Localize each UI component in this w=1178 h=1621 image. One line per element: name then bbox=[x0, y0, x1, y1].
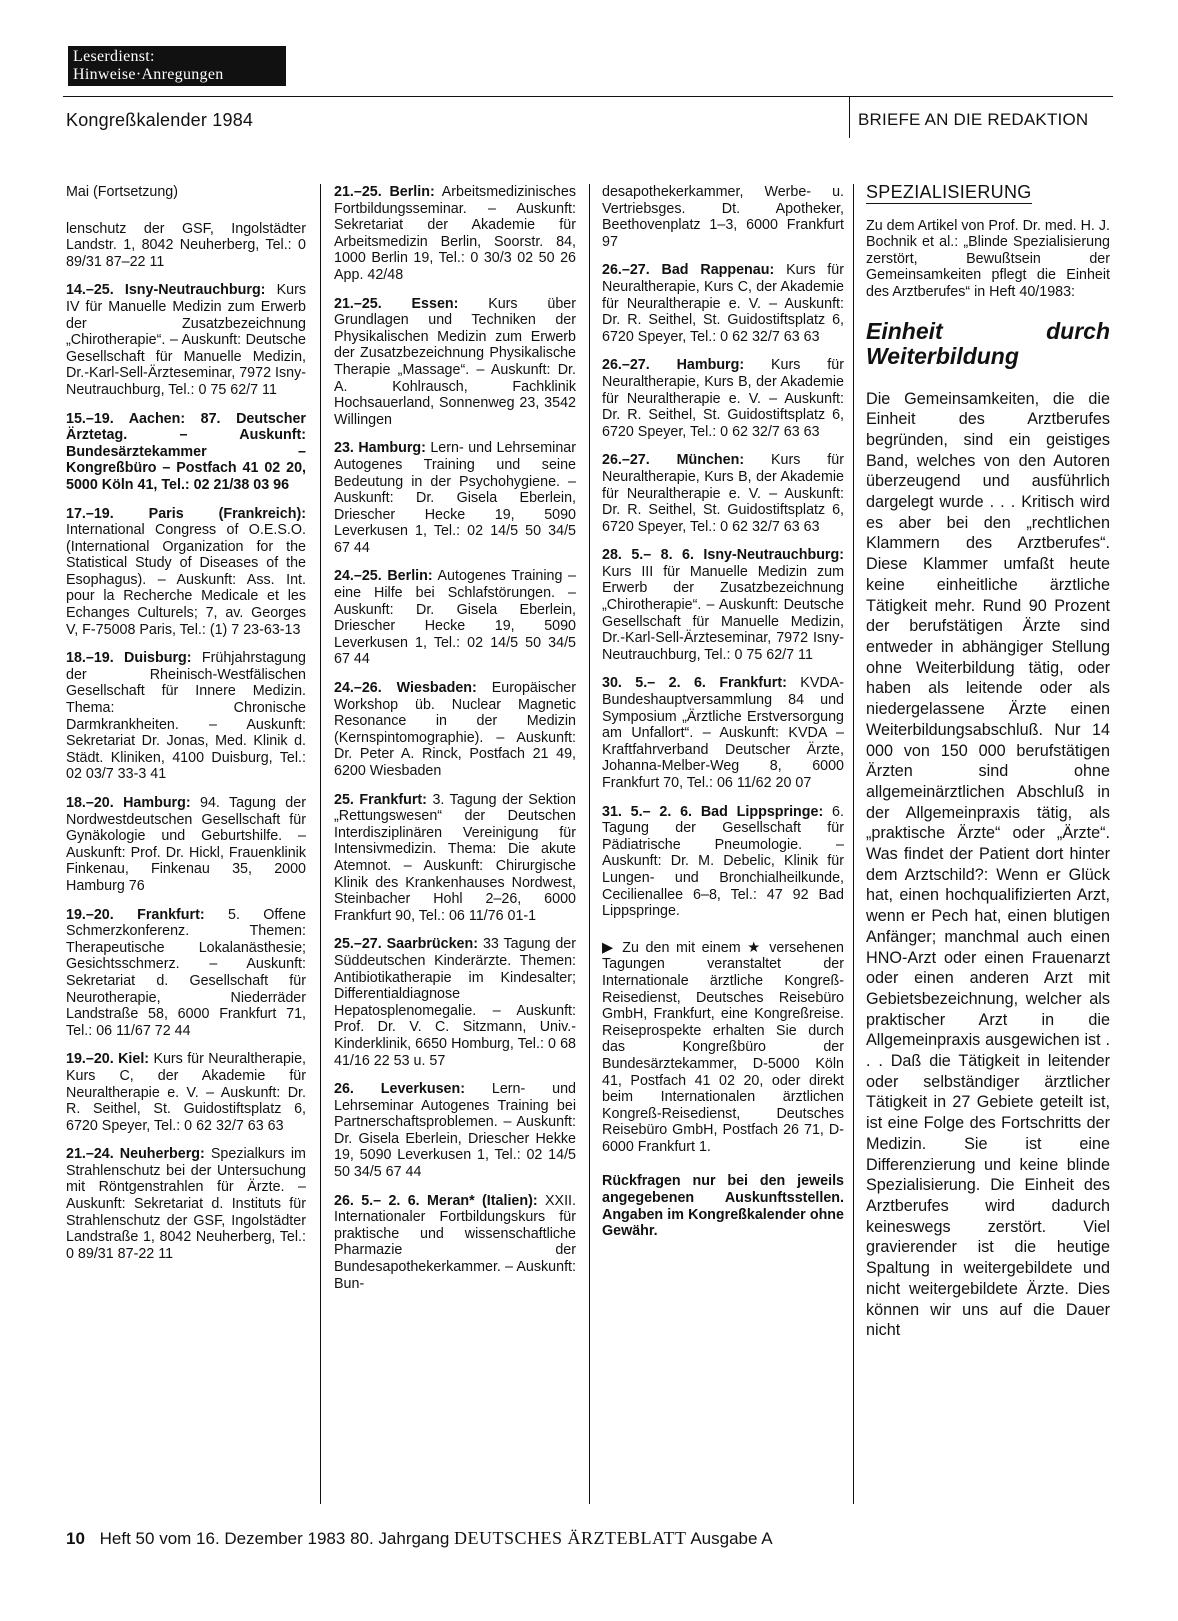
column-divider bbox=[589, 184, 590, 1504]
badge-line-2: Hinweise·Anregungen bbox=[73, 66, 224, 83]
column-divider bbox=[853, 184, 854, 1504]
calendar-entry: 26.–27. Bad Rappenau: Kurs für Neuraltherapie, Kurs C, der Akademie für Neuraltherapie e. V. – Auskunft: Dr. R. Seithel, St. Guidostiftsplatz 6, 6720 Speyer, Tel.: 0 62 32/7 63 63 bbox=[602, 262, 844, 345]
column-divider bbox=[320, 184, 321, 1504]
calendar-entry: 25. Frankfurt: 3. Tagung der Sektion „Rettungswesen“ der Deutschen Interdisziplinären Vereinigung für Intensivmedizin. Thema: Die akute Atemnot. – Auskunft: Chirurgische Klinik des Krankenhauses Nordwest, Steinbacher Hohl 2–26, 6000 Frankfurt 90, Tel.: 06 11/76 01-1 bbox=[334, 791, 576, 924]
disclaimer: Rückfragen nur bei den jeweils angegebenen Auskunftsstellen. Angaben im Kongreßkalender ohne Gewähr. bbox=[602, 1173, 844, 1240]
column-2 bbox=[334, 184, 576, 1304]
calendar-entry: 26.–27. Hamburg: Kurs für Neuraltherapie, Kurs B, der Akademie für Neuraltherapie e. V. – Auskunft: Dr. R. Seithel, St. Guidostiftsplatz 6, 6720 Speyer, Tel.: 0 62 32/7 63 63 bbox=[602, 357, 844, 440]
calendar-entry: 21.–24. Neuherberg: Spezialkurs im Strahlenschutz bei der Untersuchung mit Röntgenstrahlen für Ärzte. – Auskunft: Sekretariat d. Instituts für Strahlenschutz der GSF, Ingolstädter Landstraße 1, 8042 Neuherberg, Tel.: 0 89/31 87-22 11 bbox=[66, 1146, 306, 1262]
calendar-entry: 26. Leverkusen: Lern- und Lehrseminar Autogenes Training bei Partnerschaftsproblemen. – Auskunft: Dr. Gisela Eberlein, Driescher Hekke 19, 5090 Leverkusen 1, Tel.: 02 14/5 50 34/5 67 44 bbox=[334, 1081, 576, 1181]
calendar-entry: 28. 5.– 8. 6. Isny-Neutrauchburg: Kurs III für Manuelle Medizin zum Erwerb der Zusatzbezeichnung „Chirotherapie“. – Auskunft: Deutsche Gesellschaft für Manuelle Medizin, Dr.-Karl-Sell-Ärzteseminar, 7972 Isny-Neutrauchburg, Tel.: 0 75 62/7 11 bbox=[602, 547, 844, 663]
edition: Ausgabe A bbox=[690, 1529, 773, 1548]
calendar-entry: 23. Hamburg: Lern- und Lehrseminar Autogenes Training und seine Bedeutung in der Psychohygiene. – Auskunft: Dr. Gisela Eberlein, Driescher Hecke 19, 5090 Leverkusen 1, Tel.: 02 14/5 50 34/5 67 44 bbox=[334, 440, 576, 556]
top-rule bbox=[63, 96, 1113, 97]
calendar-entry: 26.–27. München: Kurs für Neuraltherapie, Kurs B, der Akademie für Neuraltherapie e. V. – Auskunft: Dr. R. Seithel, St. Guidostiftsplatz 6, 6720 Speyer, Tel.: 0 62 32/7 63 63 bbox=[602, 452, 844, 535]
column-4 bbox=[866, 184, 1110, 1341]
entry-continuation: lenschutz der GSF, Ingolstädter Landstr. 1, 8042 Neuherberg, Tel.: 0 89/31 87–22 11 bbox=[66, 220, 306, 270]
header-divider bbox=[849, 96, 850, 138]
calendar-entry: 15.–19. Aachen: 87. Deutscher Ärztetag. – Auskunft: Bundesärztekammer – Kongreßbüro – Postfach 41 02 20, 5000 Köln 41, Tel.: 02 21/38 03 96 bbox=[66, 410, 306, 493]
travel-note: ▶ Zu den mit einem ★ versehenen Tagungen veranstaltet der Internationale ärztliche Kongreß-Reisedienst, Deutsches Reisebüro GmbH, Frankfurt, eine Kongreßreise. Reiseprospekte erhalten Sie durch das Kongreßbüro der Bundesärztekammer, D-5000 Köln 41, Postfach 41 02 20, oder direkt beim Internationalen ärztlichen Kongreß-Reisedienst, Deutsches Reisebüro GmbH, Postfach 26 71, D-6000 Frankfurt 1. bbox=[602, 939, 844, 1155]
masthead: DEUTSCHES ÄRZTEBLATT bbox=[454, 1528, 687, 1548]
column-1 bbox=[66, 184, 306, 1274]
calendar-entry: 18.–20. Hamburg: 94. Tagung der Nordwestdeutschen Gesellschaft für Gynäkologie und Geburtshilfe. – Auskunft: Prof. Dr. Hickl, Frauenklinik Finkenau, Finkenau 35, 2000 Hamburg 76 bbox=[66, 795, 306, 894]
calendar-entry: 24.–26. Wiesbaden: Europäischer Workshop üb. Nuclear Magnetic Resonance in der Medizin (Kernspintomographie). – Auskunft: Dr. Peter A. Rinck, Postfach 21 49, 6200 Wiesbaden bbox=[334, 680, 576, 779]
issue-info: Heft 50 vom 16. Dezember 1983 80. Jahrgang bbox=[99, 1529, 450, 1548]
calendar-entry: 19.–20. Frankfurt: 5. Offene Schmerzkonferenz. Themen: Therapeutische Lokalanästhesie; Gesichtsschmerz. – Auskunft: Sekretariat d. Gesellschaft für Neurotherapie, Niederräder Landstraße 58, 6000 Frankfurt 71, Tel.: 06 11/67 72 44 bbox=[66, 906, 306, 1039]
calendar-entry: 17.–19. Paris (Frankreich): International Congress of O.E.S.O. (International Organization for the Statistical Study of Diseases of the Esophagus). – Auskunft: Ass. Int. pour la Recherche Medicale et les Echanges Culturels; 7, av. Georges V, F-75008 Paris, Tel.: (1) 7 23-63-13 bbox=[66, 505, 306, 638]
letter-headline: Einheit durch Weiterbildung bbox=[866, 317, 1110, 369]
calendar-entry: 14.–25. Isny-Neutrauchburg: Kurs IV für Manuelle Medizin zum Erwerb der Zusatzbezeichnung „Chirotherapie“. – Auskunft: Deutsche Gesellschaft für Manuelle Medizin, Dr.-Karl-Sell-Ärzteseminar, 7972 Isny-Neutrauchburg, Tel.: 0 75 62/7 11 bbox=[66, 282, 306, 398]
page-footer bbox=[66, 1528, 773, 1549]
arrow-icon: ▶ bbox=[602, 939, 616, 956]
letter-body: Die Gemeinsamkeiten, die die Einheit des Arztberufes begründen, sind ein geistiges Band, welches von den Autoren überzeugend und ausführlich dargelegt wurde . . . Kritisch wird es aber bei den „rechtlichen Klammern des Arztberufes“. Diese Klammer umfaßt heute keine einheitliche ärztliche Tätigkeit mehr. Rund 90 Prozent der berufstätigen Ärzte sind entweder in abhängiger Stellung ohne Weiterbildung tätig, oder haben als leitende oder als niedergelassene Ärzte einen Weiterbildungsabschluß. Nur 14 000 von 150 000 berufstätigen Ärzten sind ohne allgemeinärztlichen Abschluß in der Allgemeinpraxis tätig, als „praktische Ärzte“ oder „Ärzte“. Was findet der Patient dort hinter dem Arztschild?: Wenn er Glück hat, einen hochqualifizierten Arzt, wenn er Pech hat, einen blutigen Anfänger; manchmal auch einen HNO-Arzt oder einen Frauenarzt oder einen anderen Arzt mit Gebietsbezeichnung, welcher als praktischer Arzt in die Allgemeinpraxis ausgewichen ist . . . Daß die Tätigkeit in leitender oder selbständiger ärztlicher Tätigkeit in 27 Gebiete geteilt ist, ist eine Folge des Fortschritts der Medizin. Sie ist eine Differenzierung und keine blinde Spezialisierung. Die Einheit des Arztberufes wird dadurch keineswegs zerstört. Viel gravierender ist die heutige Spaltung in weitergebildete und nicht weitergebildete Ärzte. Dies können wir uns auf die Dauer nicht bbox=[866, 389, 1110, 1340]
calendar-entry: 18.–19. Duisburg: Frühjahrstagung der Rheinisch-Westfälischen Gesellschaft für Innere Medizin. Thema: Chronische Darmkrankheiten. – Auskunft: Sekretariat Dr. Jonas, Med. Klinik d. Städt. Kliniken, 4100 Duisburg, Tel.: 02 03/7 33-3 41 bbox=[66, 650, 306, 783]
letter-intro: Zu dem Artikel von Prof. Dr. med. H. J. Bochnik et al.: „Blinde Spezialisierung zerstört, Bewußtsein der Gemeinsamkeiten pflegt die Einheit des Arztberufes“ in Heft 40/1983: bbox=[866, 217, 1110, 300]
calendar-entry: 21.–25. Berlin: Arbeitsmedizinisches Fortbildungsseminar. – Auskunft: Sekretariat der Akademie für Arbeitsmedizin Berlin, Soorstr. 84, 1000 Berlin 19, Tel.: 0 30/3 02 50 26 App. 42/48 bbox=[334, 184, 576, 283]
section-title-left: Kongreßkalender 1984 bbox=[66, 110, 254, 130]
calendar-entry: 30. 5.– 2. 6. Frankfurt: KVDA-Bundeshauptversammlung 84 und Symposium „Ärztliche Erstversorgung am Unfallort“. – Auskunft: KVDA – Kraftfahrverband Deutscher Ärzte, Johanna-Melber-Weg 8, 6000 Frankfurt 70, Tel.: 06 11/62 20 07 bbox=[602, 675, 844, 791]
badge-line-1: Leserdienst: bbox=[73, 48, 155, 65]
calendar-entry: 24.–25. Berlin: Autogenes Training – eine Hilfe bei Schlafstörungen. – Auskunft: Dr. Gisela Eberlein, Driescher Hecke 19, 5090 Leverkusen 1, Tel.: 02 14/5 50 34/5 67 44 bbox=[334, 568, 576, 668]
letter-section-title: SPEZIALISIERUNG bbox=[866, 182, 1032, 202]
section-title-right: BRIEFE AN DIE REDAKTION bbox=[858, 110, 1089, 129]
calendar-entry: 26. 5.– 2. 6. Meran* (Italien): XXII. Internationaler Fortbildungskurs für praktische und wissenschaftliche Pharmazie der Bundesapothekerkammer. – Auskunft: Bun- bbox=[334, 1192, 576, 1292]
calendar-entry: 21.–25. Essen: Kurs über Grundlagen und Techniken der Physikalischen Medizin zum Erwerb der Zusatzbezeichnung Physikalische Therapie „Massage“. – Auskunft: Dr. A. Kohlrausch, Fachklinik Hochsauerland, Sonnenweg 23, 3542 Willingen bbox=[334, 295, 576, 428]
page-number: 10 bbox=[66, 1529, 85, 1548]
column-3 bbox=[602, 184, 844, 1252]
month-heading: Mai (Fortsetzung) bbox=[66, 184, 179, 200]
entry-continuation: desapothekerkammer, Werbe- u. Vertriebsges. Dt. Apotheker, Beethovenplatz 1–3, 6000 Frankfurt 97 bbox=[602, 184, 844, 250]
section-badge bbox=[68, 46, 286, 86]
calendar-entry: 31. 5.– 2. 6. Bad Lippspringe: 6. Tagung der Gesellschaft für Pädiatrische Pneumologie. – Auskunft: Dr. M. Debelic, Klinik für Lungen- und Bronchialheilkunde, Cecilienallee 6–8, Tel.: 47 92 Bad Lippspringe. bbox=[602, 803, 844, 920]
calendar-entry: 19.–20. Kiel: Kurs für Neuraltherapie, Kurs C, der Akademie für Neuraltherapie e. V. – Auskunft: Dr. R. Seithel, St. Guidostiftsplatz 6, 6720 Speyer, Tel.: 0 62 32/7 63 63 bbox=[66, 1051, 306, 1134]
calendar-entry: 25.–27. Saarbrücken: 33 Tagung der Süddeutschen Kinderärzte. Themen: Antibiotikatherapie im Kindesalter; Differentialdiagnose Hepatosplenomegalie. – Auskunft: Prof. Dr. V. C. Sitzmann, Univ.-Kinderklinik, 6650 Homburg, Tel.: 0 68 41/16 22 53 u. 57 bbox=[334, 936, 576, 1069]
